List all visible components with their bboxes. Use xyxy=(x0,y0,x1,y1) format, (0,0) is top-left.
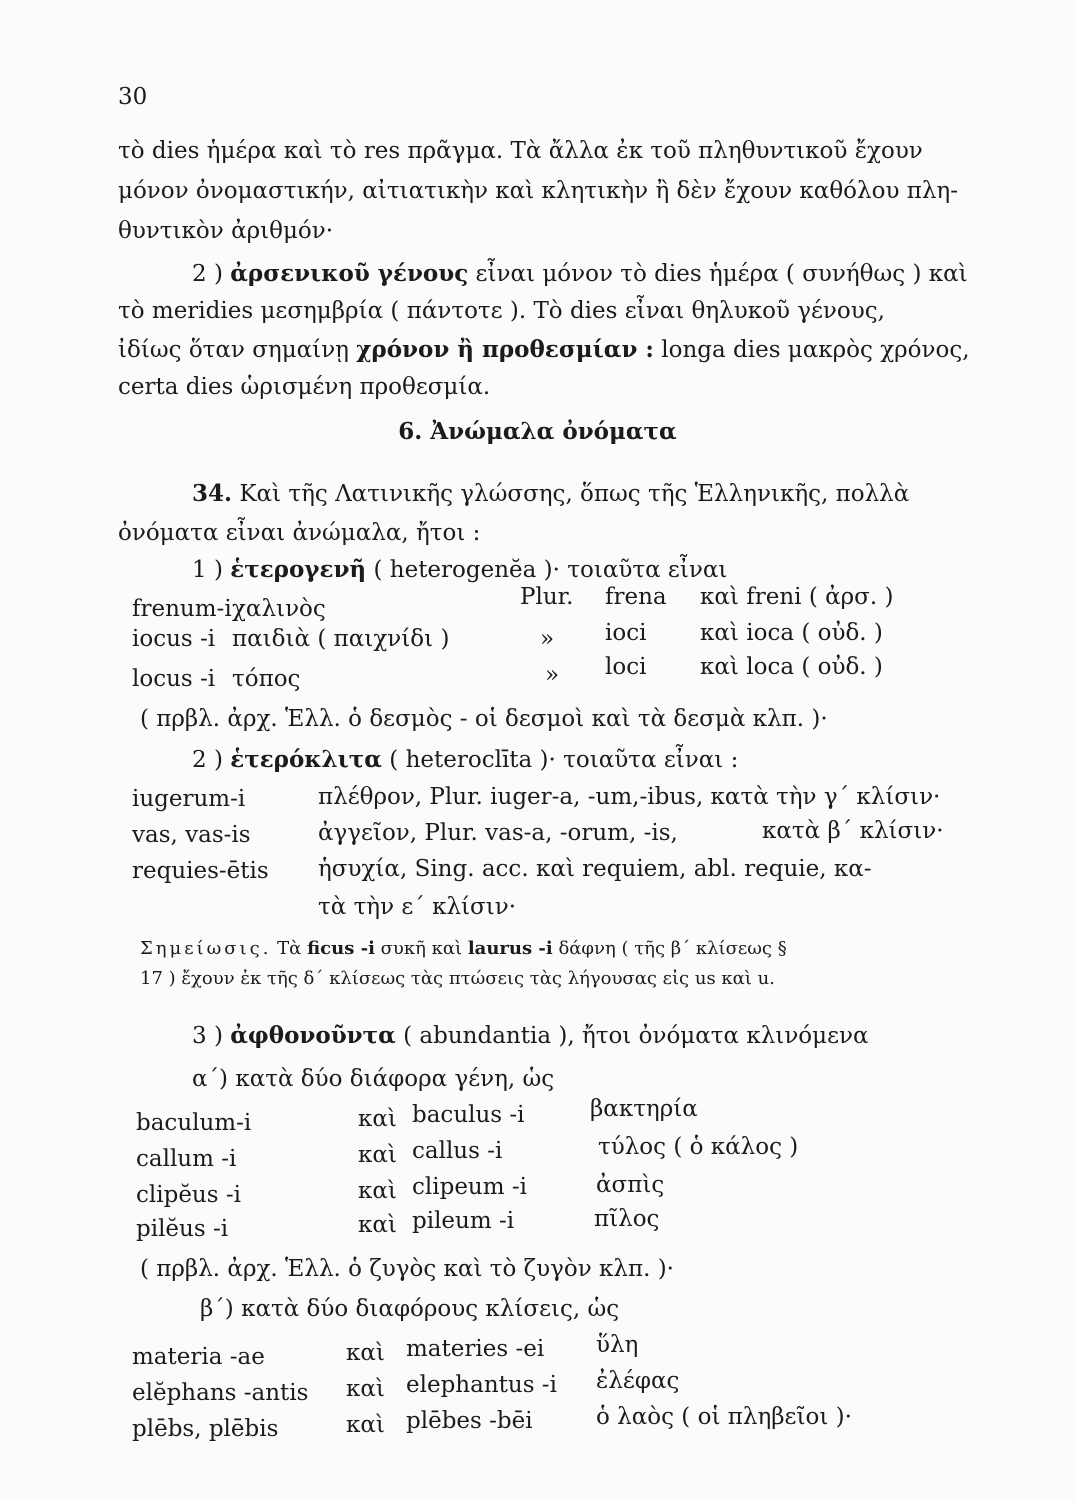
group3-b-row-2-kai: καὶ xyxy=(346,1376,385,1402)
s34-line-2: ὀνόματα εἶναι ἀνώμαλα, ἤτοι : xyxy=(118,520,481,546)
group3-a-row-2-lat2: callus -i xyxy=(412,1138,503,1164)
group3-b-row-2-gr: ἐλέφας xyxy=(596,1368,680,1394)
group2-note-label: Σημείωσις. xyxy=(140,938,272,959)
p2-line-3-bold: χρόνον ἢ προθεσμίαν : xyxy=(356,336,654,363)
group1-bold-term: ἑτερογενῆ xyxy=(230,556,367,583)
s34-number: 34. xyxy=(192,480,233,507)
group1-row-2-alt: καὶ ioca ( οὐδ. ) xyxy=(700,620,883,646)
group1-row-2-lat: iocus -i xyxy=(132,626,216,652)
group2-heading xyxy=(192,748,738,772)
group2-note-c: συκῆ καὶ xyxy=(380,938,463,959)
group3-b-row-3-gr: ὁ λαὸς ( οἱ πληβεῖοι )· xyxy=(596,1404,852,1430)
group1-row-3-mark: » xyxy=(545,662,560,688)
group3-a-row-2-kai: καὶ xyxy=(358,1142,397,1168)
group2-note-laurus: laurus -i xyxy=(467,938,553,959)
group3-b-row-1-kai: καὶ xyxy=(346,1340,385,1366)
group2-row-1-gr: πλέθρον, Plur. iuger-a, -um,-ibus, κατὰ τὴν γ΄ κλίσιν· xyxy=(318,784,941,810)
group3-b-row-3-lat: plēbs, plēbis xyxy=(132,1416,279,1442)
p2-line-1-rest: εἶναι μόνον τὸ dies ἡμέρα ( συνήθως ) καὶ xyxy=(475,261,968,287)
group3-a-row-1-gr: βακτηρία xyxy=(590,1096,698,1122)
group3-prefix: 3 ) xyxy=(192,1023,223,1049)
group2-row-2-gr: ἀγγεῖον, Plur. vas-a, -orum, -is, xyxy=(318,820,678,846)
group1-row-3-gr: τόπος xyxy=(232,666,301,692)
group3-bold-term: ἀφθονοῦντα xyxy=(230,1022,396,1049)
p2-prefix: 2 ) xyxy=(192,261,223,287)
group3-heading-rest: ( abundantia ), ἤτοι ὀνόματα κλινόμενα xyxy=(403,1023,869,1049)
group3-a-row-2-lat: callum -i xyxy=(136,1146,237,1172)
p2-line-4: certa dies ὡρισμένη προθεσμία. xyxy=(118,374,491,400)
s34-line-1 xyxy=(192,482,909,506)
group2-row-3-lat: requies-ētis xyxy=(132,858,269,884)
group3-a-row-4-lat: pilĕus -i xyxy=(136,1216,229,1242)
group3-a-row-1-lat: baculum-i xyxy=(136,1110,252,1136)
group3-b-row-3-kai: καὶ xyxy=(346,1412,385,1438)
p2-line-3 xyxy=(118,338,970,362)
group2-row-3-gr: ἡσυχία, Sing. acc. καὶ requiem, abl. requie, κα- xyxy=(318,856,872,882)
group1-row-2-plur: ioci xyxy=(605,620,647,646)
group1-row-1-alt: καὶ freni ( ἀρσ. ) xyxy=(700,584,894,610)
group3-sub-b: β΄) κατὰ δύο διαφόρους κλίσεις, ὡς xyxy=(200,1296,620,1322)
group3-b-row-1-lat: materia -ae xyxy=(132,1344,265,1370)
group3-a-row-3-kai: καὶ xyxy=(358,1178,397,1204)
group2-bold-term: ἑτερόκλιτα xyxy=(230,746,382,773)
group3-a-row-1-kai: καὶ xyxy=(358,1106,397,1132)
group3-a-row-4-kai: καὶ xyxy=(358,1212,397,1238)
p2-line-1 xyxy=(192,262,968,286)
group3-b-row-3-lat2: plēbes -bēi xyxy=(406,1408,533,1434)
group2-note-a: Τὰ xyxy=(277,938,302,959)
group3-a-row-3-gr: ἀσπὶς xyxy=(596,1172,665,1198)
group1-row-3-plur: loci xyxy=(605,654,647,680)
group3-sub-a: α΄) κατὰ δύο διάφορα γένη, ὡς xyxy=(192,1066,555,1092)
group3-a-row-4-gr: πῖλος xyxy=(594,1206,660,1232)
intro-line-2: μόνον ὀνομαστικήν, αἰτιατικὴν καὶ κλητικὴν ἢ δὲν ἔχουν καθόλου πλη- xyxy=(118,178,958,204)
intro-line-1: τὸ dies ἡμέρα καὶ τὸ res πρᾶγμα. Τὰ ἄλλα ἐκ τοῦ πληθυντικοῦ ἔχουν xyxy=(118,138,923,164)
group1-heading-rest: ( heterogenĕa )· τοιαῦτα εἶναι xyxy=(373,557,728,583)
group2-note-ficus: ficus -i xyxy=(307,938,375,959)
group1-note: ( πρβλ. ἀρχ. Ἑλλ. ὁ δεσμὸς - οἱ δεσμοὶ καὶ τὰ δεσμὰ κλπ. )· xyxy=(140,706,828,732)
group3-a-row-3-lat: clipĕus -i xyxy=(136,1182,241,1208)
group1-row-2-mark: » xyxy=(540,626,555,652)
group1-heading xyxy=(192,558,727,582)
group3-a-row-2-gr: τύλος ( ὁ κάλος ) xyxy=(598,1134,799,1160)
group3-a-row-3-lat2: clipeum -i xyxy=(412,1174,527,1200)
group2-prefix: 2 ) xyxy=(192,747,223,773)
group1-row-1-gr: χαλινὸς xyxy=(232,596,326,622)
s34-line-1-rest: Καὶ τῆς Λατινικῆς γλώσσης, ὅπως τῆς Ἑλληνικῆς, πολλὰ xyxy=(239,481,910,507)
group1-row-1-plur: frena xyxy=(605,584,667,610)
group1-row-2-gr: παιδιὰ ( παιχνίδι ) xyxy=(232,626,450,652)
group1-row-3-alt: καὶ loca ( οὐδ. ) xyxy=(700,654,883,680)
group1-row-3-lat: locus -i xyxy=(132,666,216,692)
group3-note-a: ( πρβλ. ἀρχ. Ἑλλ. ὁ ζυγὸς καὶ τὸ ζυγὸν κλπ. )· xyxy=(140,1256,674,1282)
group3-b-row-1-gr: ὕλη xyxy=(596,1332,639,1358)
section-title: 6. Ἀνώμαλα ὀνόματα xyxy=(398,418,677,445)
p2-line-3-a: ἰδίως ὅταν σημαίνῃ xyxy=(118,337,349,363)
p2-line-2: τὸ meridies μεσημβρία ( πάντοτε ). Τὸ dies εἶναι θηλυκοῦ γένους, xyxy=(118,298,885,324)
p2-line-3-b: longa dies μακρὸς χρόνος, xyxy=(661,337,970,363)
group1-row-1-lat: frenum-i xyxy=(132,596,232,622)
group3-a-row-1-lat2: baculus -i xyxy=(412,1102,525,1128)
group1-prefix: 1 ) xyxy=(192,557,223,583)
group3-b-row-1-lat2: materies -ei xyxy=(406,1336,545,1362)
group3-a-row-4-lat2: pileum -i xyxy=(412,1208,515,1234)
group2-row-2-tail: κατὰ β΄ κλίσιν· xyxy=(762,818,944,844)
group3-b-row-2-lat: elĕphans -antis xyxy=(132,1380,309,1406)
group2-heading-rest: ( heteroclīta )· τοιαῦτα εἶναι : xyxy=(389,747,739,773)
group2-note-line-2: 17 ) ἔχουν ἐκ τῆς δ΄ κλίσεως τὰς πτώσεις τὰς λήγουσας εἰς us καὶ u. xyxy=(140,968,775,989)
group2-row-2-lat: vas, vas-is xyxy=(132,822,251,848)
intro-line-3: θυντικὸν ἀριθμόν· xyxy=(118,218,334,244)
group2-cont: τὰ τὴν ε΄ κλίσιν· xyxy=(318,894,517,920)
page-number: 30 xyxy=(118,84,148,110)
group1-plur-label: Plur. xyxy=(520,584,574,610)
p2-bold-term: ἀρσενικοῦ γένους xyxy=(230,260,469,287)
group3-heading xyxy=(192,1024,869,1048)
group2-note-d: δάφνη ( τῆς β΄ κλίσεως § xyxy=(558,938,787,959)
group2-note-line-1 xyxy=(140,940,787,958)
group3-b-row-2-lat2: elephantus -i xyxy=(406,1372,557,1398)
group2-row-1-lat: iugerum-i xyxy=(132,786,246,812)
